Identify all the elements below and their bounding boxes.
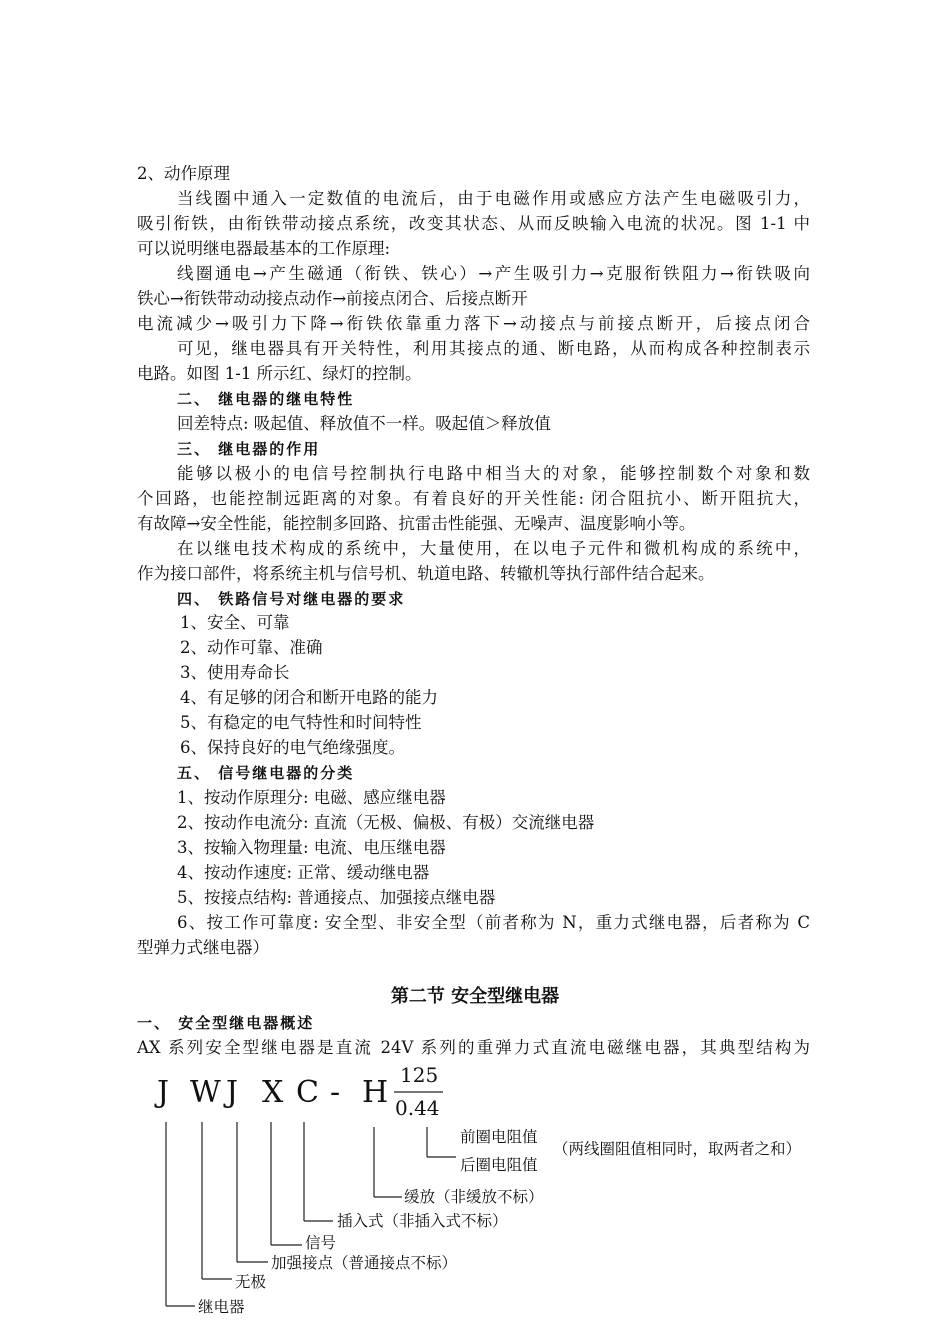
paragraph-line: 可见，继电器具有开关特性，利用其接点的通、断电路，从而构成各种控制表示 [177, 339, 810, 358]
label-nonpolar: 无极 [235, 1273, 267, 1291]
label-back-coil: 后圈电阻值 [460, 1156, 538, 1174]
paragraph-line: 型弹力式继电器） [137, 938, 269, 957]
label-reinforced-contact: 加强接点（普通接点不标） [271, 1254, 458, 1272]
label-slow-release: 缓放（非缓放不标） [404, 1188, 544, 1206]
section-heading-requirements: 四、 铁路信号对继电器的要求 [177, 590, 406, 608]
label-plug-in: 插入式（非插入式不标） [337, 1212, 508, 1230]
list-item: 1、按动作原理分: 电磁、感应继电器 [177, 788, 446, 807]
label-relay: 继电器 [198, 1298, 245, 1316]
model-letter-j2: J [226, 1075, 239, 1110]
paragraph-line: 吸引衔铁，由衔铁带动接点系统，改变其状态、从而反映输入电流的状况。图 1-1 中 [137, 214, 810, 233]
list-item: 6、按工作可靠度: 安全型、非安全型（前者称为 N，重力式继电器，后者称为 C [177, 913, 810, 932]
model-letter-c: C [296, 1075, 319, 1110]
list-item: 4、有足够的闭合和断开电路的能力 [180, 688, 438, 707]
label-front-coil: 前圈电阻值 [460, 1128, 538, 1146]
model-numerator: 125 [400, 1063, 439, 1087]
list-item: 6、保持良好的电气绝缘强度。 [180, 738, 405, 757]
label-signal: 信号 [305, 1234, 337, 1252]
paragraph-line: 能够以极小的电信号控制执行电路中相当大的对象，能够控制数个对象和数 [177, 464, 810, 483]
list-item: 3、按输入物理量: 电流、电压继电器 [177, 838, 446, 857]
label-coil-note: （两线圈阻值相同时，取两者之和） [553, 1140, 802, 1158]
paragraph-line: 电流减少→吸引力下降→衔铁依靠重力落下→动接点与前接点断开，后接点闭合 [137, 314, 810, 333]
section-heading-principle: 2、动作原理 [137, 164, 230, 183]
list-item: 5、有稳定的电气特性和时间特性 [180, 713, 422, 732]
model-letter-h: H [362, 1075, 389, 1110]
list-item: 1、安全、可靠 [180, 613, 290, 632]
paragraph-line: 电路。如图 1-1 所示红、绿灯的控制。 [137, 364, 422, 383]
paragraph-line: 在以继电技术构成的系统中，大量使用，在以电子元件和微机构成的系统中， [177, 539, 810, 558]
model-letter-x: X [262, 1075, 284, 1110]
paragraph-line: 回差特点: 吸起值、释放值不一样。吸起值＞释放值 [177, 414, 551, 433]
list-item: 5、按接点结构: 普通接点、加强接点继电器 [177, 888, 496, 907]
paragraph-line: 可以说明继电器最基本的工作原理: [137, 239, 391, 258]
model-dash: - [330, 1075, 341, 1110]
paragraph-line: 当线圈中通入一定数值的电流后，由于电磁作用或感应方法产生电磁吸引力， [177, 189, 810, 208]
section-heading-classification: 五、 信号继电器的分类 [177, 764, 355, 782]
paragraph-line: 铁心→衔铁带动动接点动作→前接点闭合、后接点断开 [137, 289, 528, 308]
paragraph-line: 个回路，也能控制远距离的对象。有着良好的开关性能: 闭合阻抗小、断开阻抗大， [137, 489, 810, 508]
paragraph-line: 作为接口部件，将系统主机与信号机、轨道电路、转辙机等执行部件结合起来。 [137, 564, 715, 583]
list-item: 3、使用寿命长 [180, 663, 290, 682]
section-title: 第二节 安全型继电器 [390, 986, 560, 1007]
section-heading-function: 三、 继电器的作用 [177, 440, 321, 458]
model-denominator: 0.44 [395, 1096, 440, 1120]
paragraph-line: AX 系列安全型继电器是直流 24V 系列的重弹力式直流电磁继电器，其典型结构为 [137, 1038, 810, 1057]
model-letter-w: W [190, 1075, 221, 1110]
paragraph-line: 线圈通电→产生磁通（衔铁、铁心）→产生吸引力→克服衔铁阻力→衔铁吸向 [177, 264, 810, 283]
section-heading-overview: 一、 安全型继电器概述 [137, 1014, 315, 1032]
list-item: 2、动作可靠、准确 [180, 638, 323, 657]
list-item: 2、按动作电流分: 直流（无极、偏极、有极）交流继电器 [177, 813, 595, 832]
paragraph-line: 有故障→安全性能，能控制多回路、抗雷击性能强、无噪声、温度影响小等。 [137, 514, 696, 533]
model-letter-j: J [157, 1075, 170, 1110]
section-heading-characteristic: 二、 继电器的继电特性 [177, 390, 355, 408]
list-item: 4、按动作速度: 正常、缓动继电器 [177, 863, 430, 882]
